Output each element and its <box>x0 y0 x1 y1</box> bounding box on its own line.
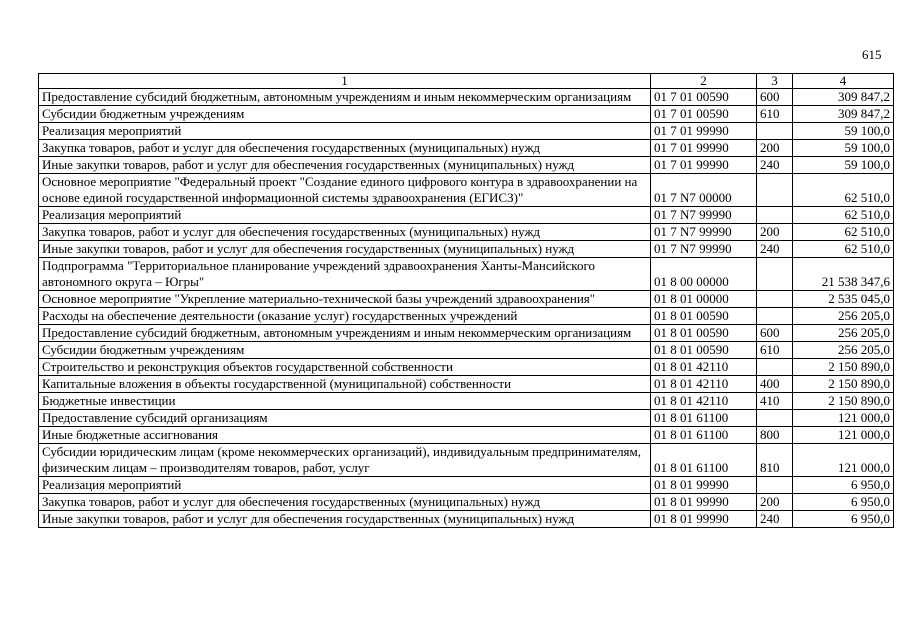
table-row <box>39 325 894 342</box>
row-name-cell: Иные закупки товаров, работ и услуг для обеспечения государственных (муниципальных) нужд <box>39 157 651 174</box>
table-row <box>39 106 894 123</box>
row-expense-type-cell <box>757 207 793 224</box>
table-row <box>39 477 894 494</box>
row-code-cell: 01 8 01 00590 <box>651 342 757 359</box>
row-code-cell: 01 7 N7 99990 <box>651 224 757 241</box>
row-expense-type-cell: 200 <box>757 224 793 241</box>
row-name-cell: Предоставление субсидий бюджетным, автономным учреждениям и иным некоммерческим организациям <box>39 89 651 106</box>
row-code-cell: 01 8 00 00000 <box>651 258 757 291</box>
row-sum-cell: 2 150 890,0 <box>793 376 894 393</box>
row-name-cell: Предоставление субсидий бюджетным, автономным учреждениям и иным некоммерческим организациям <box>39 325 651 342</box>
row-sum-cell: 6 950,0 <box>793 511 894 528</box>
row-sum-cell: 62 510,0 <box>793 207 894 224</box>
row-sum-cell: 121 000,0 <box>793 410 894 427</box>
budget-table <box>38 73 894 528</box>
row-code-cell: 01 7 N7 99990 <box>651 241 757 258</box>
row-code-cell: 01 8 01 99990 <box>651 494 757 511</box>
row-name-cell: Закупка товаров, работ и услуг для обеспечения государственных (муниципальных) нужд <box>39 140 651 157</box>
row-name-cell: Бюджетные инвестиции <box>39 393 651 410</box>
row-expense-type-cell: 200 <box>757 140 793 157</box>
row-name-cell: Субсидии бюджетным учреждениям <box>39 342 651 359</box>
row-name-cell: Иные закупки товаров, работ и услуг для обеспечения государственных (муниципальных) нужд <box>39 511 651 528</box>
row-expense-type-cell: 240 <box>757 241 793 258</box>
row-expense-type-cell: 240 <box>757 157 793 174</box>
row-code-cell: 01 8 01 61100 <box>651 444 757 477</box>
row-code-cell: 01 7 01 99990 <box>651 140 757 157</box>
row-name-cell: Основное мероприятие "Укрепление материально-технической базы учреждений здравоохранения" <box>39 291 651 308</box>
row-expense-type-cell <box>757 359 793 376</box>
table-row <box>39 308 894 325</box>
row-code-cell: 01 8 01 61100 <box>651 427 757 444</box>
row-code-cell: 01 8 01 61100 <box>651 410 757 427</box>
row-code-cell: 01 7 01 99990 <box>651 123 757 140</box>
column-header-name: 1 <box>39 74 651 89</box>
row-expense-type-cell: 240 <box>757 511 793 528</box>
row-name-cell: Реализация мероприятий <box>39 207 651 224</box>
row-expense-type-cell <box>757 258 793 291</box>
table-row <box>39 359 894 376</box>
row-sum-cell: 309 847,2 <box>793 106 894 123</box>
row-name-cell: Строительство и реконструкция объектов государственной собственности <box>39 359 651 376</box>
column-header-code: 2 <box>651 74 757 89</box>
row-expense-type-cell: 800 <box>757 427 793 444</box>
row-code-cell: 01 7 N7 99990 <box>651 207 757 224</box>
row-name-cell: Расходы на обеспечение деятельности (оказание услуг) государственных учреждений <box>39 308 651 325</box>
row-expense-type-cell: 600 <box>757 325 793 342</box>
row-code-cell: 01 8 01 00590 <box>651 308 757 325</box>
row-sum-cell: 256 205,0 <box>793 342 894 359</box>
row-sum-cell: 62 510,0 <box>793 174 894 207</box>
row-expense-type-cell <box>757 410 793 427</box>
row-code-cell: 01 8 01 42110 <box>651 393 757 410</box>
row-code-cell: 01 8 01 42110 <box>651 376 757 393</box>
row-name-cell: Предоставление субсидий организациям <box>39 410 651 427</box>
table-row <box>39 224 894 241</box>
table-row <box>39 410 894 427</box>
row-code-cell: 01 7 N7 00000 <box>651 174 757 207</box>
row-sum-cell: 59 100,0 <box>793 140 894 157</box>
table-row <box>39 258 894 291</box>
row-code-cell: 01 7 01 00590 <box>651 106 757 123</box>
row-code-cell: 01 7 01 99990 <box>651 157 757 174</box>
row-sum-cell: 256 205,0 <box>793 325 894 342</box>
row-name-cell: Субсидии бюджетным учреждениям <box>39 106 651 123</box>
row-sum-cell: 6 950,0 <box>793 494 894 511</box>
row-expense-type-cell: 410 <box>757 393 793 410</box>
row-name-cell: Основное мероприятие "Федеральный проект "Создание единого цифрового контура в здравоохранении на основе единой государственной информационной системы здравоохранения (ЕГИСЗ)" <box>39 174 651 207</box>
table-row <box>39 511 894 528</box>
row-sum-cell: 2 150 890,0 <box>793 393 894 410</box>
row-expense-type-cell: 810 <box>757 444 793 477</box>
table-row <box>39 342 894 359</box>
row-sum-cell: 256 205,0 <box>793 308 894 325</box>
row-name-cell: Иные бюджетные ассигнования <box>39 427 651 444</box>
row-expense-type-cell <box>757 123 793 140</box>
row-expense-type-cell: 600 <box>757 89 793 106</box>
row-name-cell: Субсидии юридическим лицам (кроме некоммерческих организаций), индивидуальным предпринимателям, физическим лицам – производителям товаров, работ, услуг <box>39 444 651 477</box>
page-number: 615 <box>862 47 882 62</box>
row-expense-type-cell: 400 <box>757 376 793 393</box>
row-name-cell: Закупка товаров, работ и услуг для обеспечения государственных (муниципальных) нужд <box>39 224 651 241</box>
table-row <box>39 207 894 224</box>
column-header-vr: 3 <box>757 74 793 89</box>
row-name-cell: Иные закупки товаров, работ и услуг для обеспечения государственных (муниципальных) нужд <box>39 241 651 258</box>
row-sum-cell: 59 100,0 <box>793 123 894 140</box>
table-row <box>39 291 894 308</box>
table-row <box>39 376 894 393</box>
row-expense-type-cell <box>757 477 793 494</box>
table-row <box>39 157 894 174</box>
table-row <box>39 393 894 410</box>
row-code-cell: 01 7 01 00590 <box>651 89 757 106</box>
table-row <box>39 89 894 106</box>
row-sum-cell: 6 950,0 <box>793 477 894 494</box>
table-row <box>39 427 894 444</box>
row-sum-cell: 62 510,0 <box>793 241 894 258</box>
row-name-cell: Реализация мероприятий <box>39 123 651 140</box>
column-header-sum: 4 <box>793 74 894 89</box>
row-code-cell: 01 8 01 99990 <box>651 477 757 494</box>
row-sum-cell: 21 538 347,6 <box>793 258 894 291</box>
row-code-cell: 01 8 01 42110 <box>651 359 757 376</box>
table-header-row <box>39 74 894 89</box>
row-code-cell: 01 8 01 00590 <box>651 325 757 342</box>
row-expense-type-cell <box>757 291 793 308</box>
row-name-cell: Закупка товаров, работ и услуг для обеспечения государственных (муниципальных) нужд <box>39 494 651 511</box>
row-code-cell: 01 8 01 00000 <box>651 291 757 308</box>
row-expense-type-cell: 200 <box>757 494 793 511</box>
row-sum-cell: 309 847,2 <box>793 89 894 106</box>
table-row <box>39 241 894 258</box>
table-row <box>39 494 894 511</box>
row-expense-type-cell: 610 <box>757 342 793 359</box>
row-expense-type-cell: 610 <box>757 106 793 123</box>
table-row <box>39 444 894 477</box>
row-expense-type-cell <box>757 174 793 207</box>
row-name-cell: Капитальные вложения в объекты государственной (муниципальной) собственности <box>39 376 651 393</box>
row-sum-cell: 121 000,0 <box>793 444 894 477</box>
row-code-cell: 01 8 01 99990 <box>651 511 757 528</box>
row-sum-cell: 2 150 890,0 <box>793 359 894 376</box>
table-row <box>39 174 894 207</box>
row-name-cell: Реализация мероприятий <box>39 477 651 494</box>
row-expense-type-cell <box>757 308 793 325</box>
row-sum-cell: 62 510,0 <box>793 224 894 241</box>
row-sum-cell: 59 100,0 <box>793 157 894 174</box>
row-name-cell: Подпрограмма "Территориальное планирование учреждений здравоохранения Ханты-Мансийского автономного округа – Югры" <box>39 258 651 291</box>
row-sum-cell: 2 535 045,0 <box>793 291 894 308</box>
row-sum-cell: 121 000,0 <box>793 427 894 444</box>
table-row <box>39 123 894 140</box>
table-row <box>39 140 894 157</box>
